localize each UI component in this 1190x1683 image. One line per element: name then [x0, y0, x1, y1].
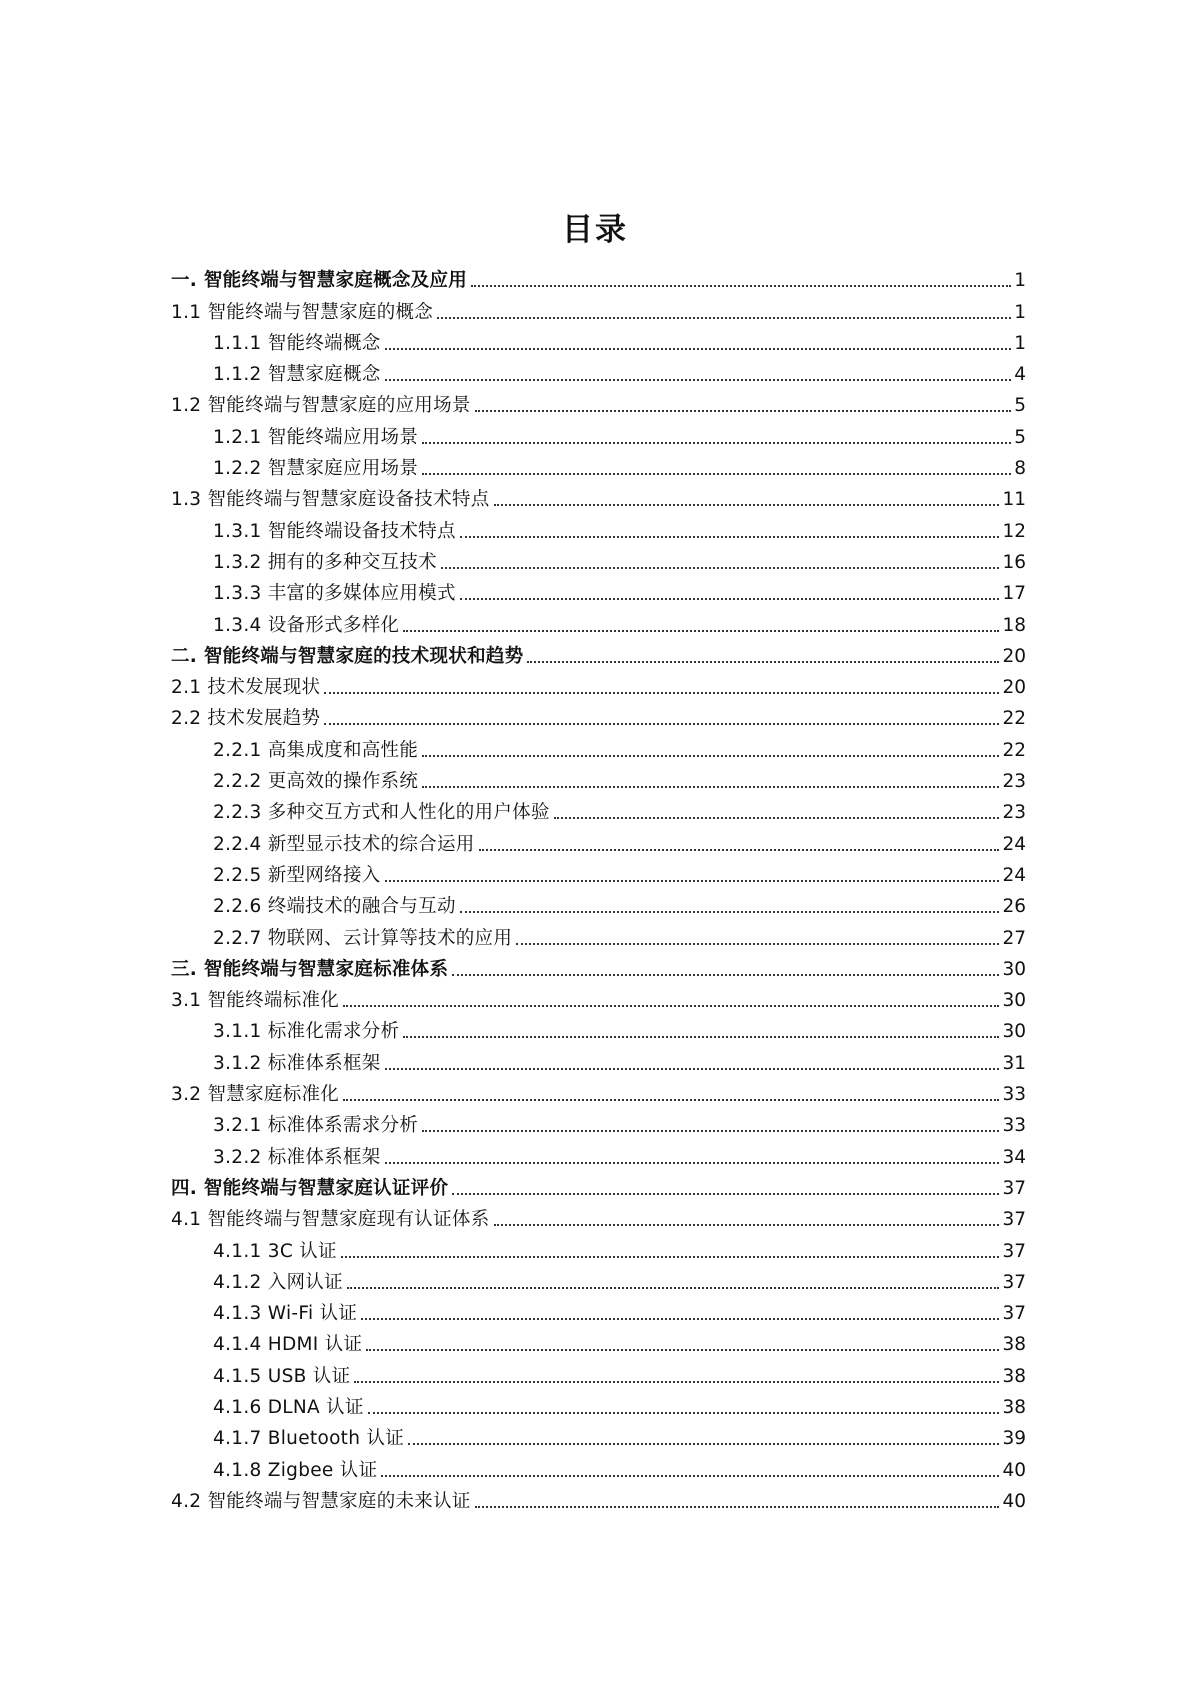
toc-dot-leader [403, 629, 999, 632]
toc-dot-leader [437, 316, 1011, 319]
toc-entry-title: 2.2.2 更高效的操作系统 [213, 771, 419, 793]
toc-entry-title: 1.1.2 智慧家庭概念 [213, 364, 381, 386]
toc-page-number: 38 [1002, 1396, 1026, 1418]
toc-dot-leader [422, 1129, 999, 1132]
toc-entry[interactable] [171, 1232, 1026, 1263]
toc-page-number: 33 [1002, 1084, 1026, 1106]
toc-entry[interactable] [171, 888, 1026, 919]
toc-entry[interactable] [171, 1451, 1026, 1482]
toc-entry-title: 2.2.7 物联网、云计算等技术的应用 [213, 927, 513, 949]
toc-entry-title: 4.1.2 入网认证 [213, 1271, 343, 1293]
page-title: 目录 [562, 212, 628, 248]
toc-page-number: 33 [1002, 1115, 1026, 1137]
toc-page-number: 27 [1002, 927, 1026, 949]
toc-page-number: 17 [1002, 583, 1026, 605]
toc-page-number: 4 [1014, 364, 1026, 386]
toc-page-number: 23 [1002, 771, 1026, 793]
toc-page-number: 24 [1002, 833, 1026, 855]
toc-entry-title: 一. 智能终端与智慧家庭概念及应用 [171, 270, 468, 292]
toc-dot-leader [441, 566, 999, 569]
toc-page-number: 1 [1014, 332, 1026, 354]
toc-dot-leader [452, 1192, 999, 1195]
toc-page-number: 37 [1002, 1271, 1026, 1293]
toc-entry[interactable] [171, 1483, 1026, 1514]
toc-dot-leader [422, 785, 999, 788]
toc-entry[interactable] [171, 982, 1026, 1013]
toc-dot-leader [422, 441, 1011, 444]
toc-entry[interactable] [171, 1420, 1026, 1451]
toc-page-number: 37 [1002, 1240, 1026, 1262]
toc-entry-title: 2.2.5 新型网络接入 [213, 864, 381, 886]
toc-page-number: 22 [1002, 708, 1026, 730]
toc-entry[interactable] [171, 387, 1026, 418]
toc-dot-leader [527, 660, 999, 663]
table-of-contents [171, 262, 1026, 1514]
toc-entry[interactable] [171, 1107, 1026, 1138]
toc-entry[interactable] [171, 1264, 1026, 1295]
toc-page-number: 30 [1002, 958, 1026, 980]
toc-entry-title: 3.1.1 标准化需求分析 [213, 1021, 400, 1043]
toc-entry-title: 2.2.6 终端技术的融合与互动 [213, 896, 456, 918]
toc-page-number: 1 [1014, 270, 1026, 292]
toc-dot-leader [471, 284, 1011, 287]
toc-page-number: 11 [1002, 489, 1026, 511]
toc-page-number: 5 [1014, 426, 1026, 448]
toc-entry[interactable] [171, 293, 1026, 324]
toc-dot-leader [452, 973, 999, 976]
toc-dot-leader [494, 503, 1000, 506]
toc-entry[interactable] [171, 700, 1026, 731]
toc-entry-title: 1.3 智能终端与智慧家庭设备技术特点 [171, 489, 490, 511]
toc-entry-title: 4.1.5 USB 认证 [213, 1365, 351, 1387]
toc-page-number: 1 [1014, 301, 1026, 323]
toc-dot-leader [422, 472, 1011, 475]
toc-entry[interactable] [171, 669, 1026, 700]
toc-dot-leader [347, 1286, 1000, 1289]
toc-page-number: 31 [1002, 1052, 1026, 1074]
toc-page-number: 40 [1002, 1459, 1026, 1481]
toc-entry-title: 4.1.1 3C 认证 [213, 1240, 337, 1262]
toc-page-number: 18 [1002, 614, 1026, 636]
toc-dot-leader [385, 1067, 1000, 1070]
toc-entry[interactable] [171, 512, 1026, 543]
toc-entry-title: 4.1.7 Bluetooth 认证 [213, 1428, 405, 1450]
toc-entry[interactable] [171, 325, 1026, 356]
toc-entry[interactable] [171, 262, 1026, 293]
toc-entry[interactable] [171, 825, 1026, 856]
toc-entry-title: 4.1.3 Wi-Fi 认证 [213, 1303, 358, 1325]
toc-entry-title: 三. 智能终端与智慧家庭标准体系 [171, 958, 449, 980]
toc-dot-leader [422, 754, 999, 757]
toc-entry[interactable] [171, 606, 1026, 637]
toc-dot-leader [554, 816, 1000, 819]
toc-page-number: 8 [1014, 458, 1026, 480]
toc-page-number: 40 [1002, 1490, 1026, 1512]
toc-entry-title: 1.3.1 智能终端设备技术特点 [213, 520, 456, 542]
toc-entry[interactable] [171, 857, 1026, 888]
toc-page-number: 26 [1002, 896, 1026, 918]
toc-entry-title: 4.1.8 Zigbee 认证 [213, 1459, 378, 1481]
toc-entry-title: 3.2.1 标准体系需求分析 [213, 1115, 419, 1137]
toc-entry-title: 2.2.4 新型显示技术的综合运用 [213, 833, 475, 855]
toc-entry-title: 2.2.3 多种交互方式和人性化的用户体验 [213, 802, 550, 824]
toc-entry[interactable] [171, 1138, 1026, 1169]
toc-entry-title: 3.1 智能终端标准化 [171, 990, 340, 1012]
toc-entry-title: 3.2.2 标准体系框架 [213, 1146, 381, 1168]
toc-entry-title: 4.1.6 DLNA 认证 [213, 1396, 364, 1418]
toc-dot-leader [341, 1255, 1000, 1258]
toc-dot-leader [494, 1223, 1000, 1226]
toc-entry[interactable] [171, 481, 1026, 512]
toc-page-number: 34 [1002, 1146, 1026, 1168]
toc-page-number: 16 [1002, 551, 1026, 573]
toc-entry[interactable] [171, 638, 1026, 669]
toc-entry[interactable] [171, 575, 1026, 606]
toc-dot-leader [324, 691, 999, 694]
toc-page-number: 39 [1002, 1428, 1026, 1450]
toc-page-number: 24 [1002, 864, 1026, 886]
toc-entry[interactable] [171, 1044, 1026, 1075]
toc-entry[interactable] [171, 1013, 1026, 1044]
toc-dot-leader [475, 409, 1011, 412]
toc-dot-leader [403, 1035, 999, 1038]
toc-entry[interactable] [171, 1295, 1026, 1326]
toc-dot-leader [385, 1161, 1000, 1164]
toc-entry[interactable] [171, 356, 1026, 387]
toc-entry-title: 四. 智能终端与智慧家庭认证评价 [171, 1177, 449, 1199]
toc-entry[interactable] [171, 544, 1026, 575]
toc-page-number: 37 [1002, 1209, 1026, 1231]
toc-entry-title: 2.2.1 高集成度和高性能 [213, 739, 419, 761]
toc-entry[interactable] [171, 418, 1026, 449]
toc-entry[interactable] [171, 1076, 1026, 1107]
toc-dot-leader [385, 378, 1011, 381]
toc-page-number: 37 [1002, 1303, 1026, 1325]
toc-entry-title: 1.2.1 智能终端应用场景 [213, 426, 419, 448]
toc-page-number: 37 [1002, 1177, 1026, 1199]
toc-dot-leader [343, 1004, 999, 1007]
toc-dot-leader [408, 1442, 999, 1445]
toc-dot-leader [381, 1474, 999, 1477]
toc-page-number: 38 [1002, 1365, 1026, 1387]
toc-dot-leader [479, 848, 1000, 851]
toc-dot-leader [460, 910, 1000, 913]
toc-entry-title: 4.1 智能终端与智慧家庭现有认证体系 [171, 1209, 490, 1231]
toc-page-number: 20 [1002, 645, 1026, 667]
toc-dot-leader [343, 1098, 999, 1101]
toc-entry[interactable] [171, 731, 1026, 762]
toc-entry[interactable] [171, 794, 1026, 825]
toc-entry[interactable] [171, 1389, 1026, 1420]
toc-page-number: 38 [1002, 1334, 1026, 1356]
toc-entry-title: 3.1.2 标准体系框架 [213, 1052, 381, 1074]
toc-dot-leader [324, 722, 999, 725]
toc-entry-title: 二. 智能终端与智慧家庭的技术现状和趋势 [171, 645, 524, 667]
toc-page-number: 5 [1014, 395, 1026, 417]
toc-entry[interactable] [171, 1357, 1026, 1388]
toc-entry-title: 1.1.1 智能终端概念 [213, 332, 381, 354]
toc-entry-title: 4.2 智能终端与智慧家庭的未来认证 [171, 1490, 471, 1512]
toc-dot-leader [385, 879, 1000, 882]
toc-entry[interactable] [171, 919, 1026, 950]
toc-entry-title: 1.3.3 丰富的多媒体应用模式 [213, 583, 456, 605]
toc-entry[interactable] [171, 450, 1026, 481]
toc-entry-title: 1.3.4 设备形式多样化 [213, 614, 400, 636]
toc-entry-title: 1.1 智能终端与智慧家庭的概念 [171, 301, 434, 323]
toc-page-number: 23 [1002, 802, 1026, 824]
toc-dot-leader [460, 535, 1000, 538]
toc-dot-leader [460, 597, 1000, 600]
toc-page-number: 20 [1002, 677, 1026, 699]
toc-dot-leader [368, 1411, 1000, 1414]
toc-entry-title: 3.2 智慧家庭标准化 [171, 1084, 340, 1106]
toc-entry-title: 4.1.4 HDMI 认证 [213, 1334, 363, 1356]
toc-entry[interactable] [171, 951, 1026, 982]
toc-entry-title: 1.2.2 智慧家庭应用场景 [213, 458, 419, 480]
toc-entry[interactable] [171, 763, 1026, 794]
toc-entry[interactable] [171, 1201, 1026, 1232]
toc-page-number: 12 [1002, 520, 1026, 542]
toc-dot-leader [354, 1380, 999, 1383]
toc-entry-title: 1.3.2 拥有的多种交互技术 [213, 551, 437, 573]
toc-page-number: 30 [1002, 1021, 1026, 1043]
toc-entry[interactable] [171, 1170, 1026, 1201]
toc-dot-leader [475, 1505, 1000, 1508]
toc-entry-title: 2.2 技术发展趋势 [171, 708, 321, 730]
toc-entry-title: 2.1 技术发展现状 [171, 677, 321, 699]
toc-dot-leader [516, 942, 999, 945]
toc-entry[interactable] [171, 1326, 1026, 1357]
toc-page-number: 22 [1002, 739, 1026, 761]
toc-dot-leader [385, 347, 1011, 350]
toc-page-number: 30 [1002, 990, 1026, 1012]
toc-entry-title: 1.2 智能终端与智慧家庭的应用场景 [171, 395, 471, 417]
toc-dot-leader [366, 1348, 999, 1351]
toc-dot-leader [361, 1317, 999, 1320]
